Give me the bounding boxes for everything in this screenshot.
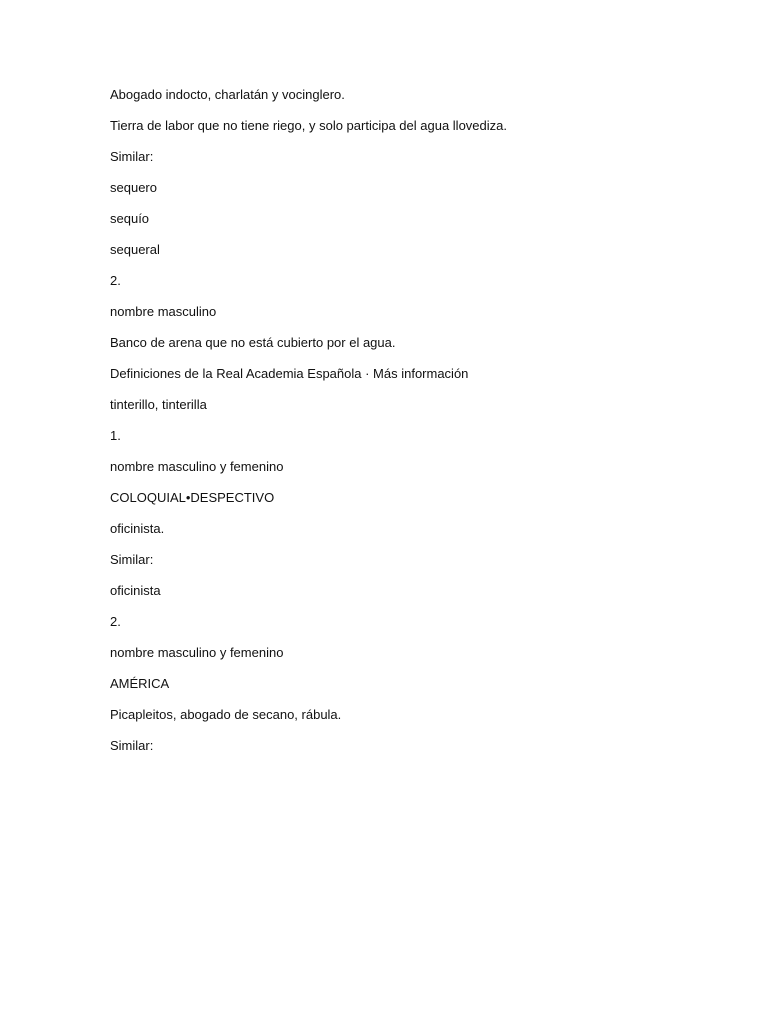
similar-label: Similar: [110,552,154,567]
grammatical-category: nombre masculino [110,304,217,319]
entry-headword: tinterillo, tinterilla [110,397,207,412]
source-attribution: Definiciones de la Real Academia Española · Más información [110,366,469,381]
usage-label: COLOQUIAL•DESPECTIVO [110,490,275,505]
definition-text: oficinista. [110,521,165,536]
definition-text: Picapleitos, abogado de secano, rábula. [110,707,342,722]
definition-text: Tierra de labor que no tiene riego, y solo participa del agua llovediza. [110,118,507,133]
definition-text: Banco de arena que no está cubierto por el agua. [110,335,396,350]
sense-number: 2. [110,273,121,288]
similar-label: Similar: [110,738,154,753]
sense-number: 2. [110,614,121,629]
sense-number: 1. [110,428,121,443]
grammatical-category: nombre masculino y femenino [110,645,284,660]
synonym-item: sequeral [110,242,160,257]
region-label: AMÉRICA [110,676,170,691]
similar-label: Similar: [110,149,154,164]
synonym-item: sequero [110,180,157,195]
document-body [110,85,710,767]
grammatical-category: nombre masculino y femenino [110,459,284,474]
definition-text: Abogado indocto, charlatán y vocinglero. [110,87,345,102]
synonym-item: sequío [110,211,150,226]
synonym-item: oficinista [110,583,161,598]
